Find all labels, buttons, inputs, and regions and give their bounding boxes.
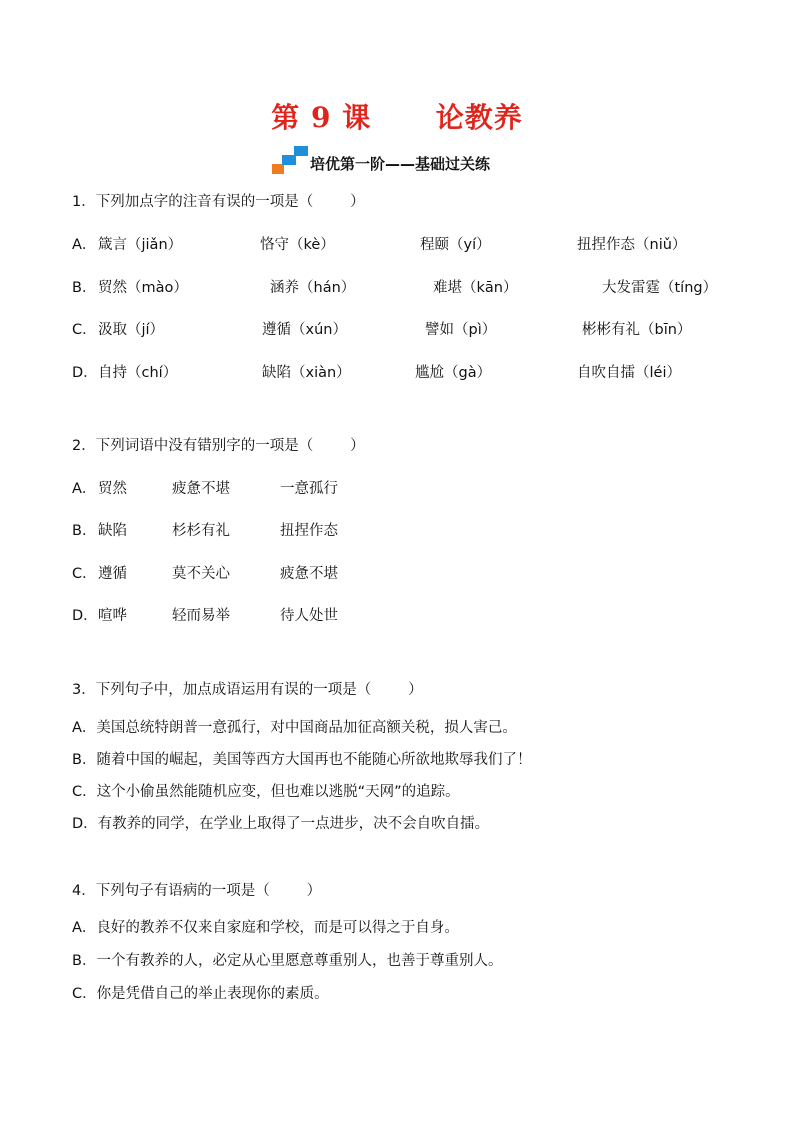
q2-a-item-2: 疲惫不堪 [172, 481, 230, 497]
q2-option-b-label: B． [72, 523, 97, 539]
q2-d-item-2: 轻而易举 [172, 608, 230, 624]
q2-d-item-1: 喧哗 [98, 608, 127, 624]
question-3-stem: 3．下列句子中，加点成语运用有误的一项是（ ） [72, 682, 423, 698]
q2-option-d-label: D． [72, 608, 98, 624]
q1-option-d-label: D． [72, 365, 98, 381]
q2-b-item-2: 杉杉有礼 [172, 523, 230, 539]
q2-c-item-3: 疲惫不堪 [280, 566, 338, 582]
q2-c-item-2: 莫不关心 [172, 566, 230, 582]
q3-option-b: B．随着中国的崛起，美国等西方大国再也不能随心所欲地欺辱我们了！ [72, 752, 532, 768]
q1-c-item-2: 遵循（xún） [262, 322, 347, 338]
q3-option-a: A．美国总统特朗普一意孤行，对中国商品加征高额关税，损人害己。 [72, 720, 517, 736]
lesson-title: 第 9 课 论教养 [271, 101, 523, 134]
q2-c-item-1: 遵循 [98, 566, 127, 582]
question-1-stem: 1．下列加点字的注音有误的一项是（ ） [72, 194, 365, 210]
q2-b-item-3: 扭捏作态 [280, 523, 338, 539]
q1-option-a-label: A． [72, 237, 97, 253]
q2-option-a-label: A． [72, 481, 97, 497]
q2-a-item-1: 贸然 [98, 481, 127, 497]
question-4-stem: 4．下列句子有语病的一项是（ ） [72, 883, 322, 899]
q1-a-item-2: 恪守（kè） [260, 237, 335, 253]
q4-option-b: B．一个有教养的人，必定从心里愿意尊重别人，也善于尊重别人。 [72, 953, 503, 969]
q3-option-d: D．有教养的同学，在学业上取得了一点进步，决不会自吹自擂。 [72, 816, 490, 832]
q3-option-c: C．这个小偷虽然能随机应变，但也难以逃脱“天网”的追踪。 [72, 784, 460, 800]
q1-option-b-label: B． [72, 280, 97, 296]
q1-b-item-2: 涵养（hán） [270, 280, 356, 296]
q4-option-a: A．良好的教养不仅来自家庭和学校，而是可以得之于自身。 [72, 920, 459, 936]
subtitle: 培优第一阶——基础过关练 [310, 155, 491, 173]
q1-b-item-1: 贸然（mào） [98, 280, 188, 296]
q1-d-item-4: 自吹自擂（léi） [577, 365, 681, 381]
q2-option-c-label: C． [72, 566, 97, 582]
q1-c-item-1: 汲取（jí） [98, 322, 165, 338]
q4-option-c: C．你是凭借自己的举止表现你的素质。 [72, 986, 329, 1002]
q1-b-item-3: 难堪（kān） [433, 280, 518, 296]
q2-d-item-3: 待人处世 [280, 608, 338, 624]
subtitle-block [272, 142, 490, 176]
stairs-icon [272, 146, 312, 176]
question-2-stem: 2．下列词语中没有错别字的一项是（ ） [72, 438, 365, 454]
q1-d-item-1: 自持（chí） [98, 365, 178, 381]
q1-c-item-4: 彬彬有礼（bīn） [582, 322, 692, 338]
q1-d-item-2: 缺陷（xiàn） [262, 365, 351, 381]
q1-a-item-4: 扭捏作态（niǔ） [577, 237, 687, 253]
q2-a-item-3: 一意孤行 [280, 481, 338, 497]
q1-a-item-1: 箴言（jiǎn） [98, 237, 183, 253]
q1-c-item-3: 譬如（pì） [425, 322, 497, 338]
q1-d-item-3: 尴尬（gà） [415, 365, 492, 381]
q1-option-c-label: C． [72, 322, 97, 338]
q1-a-item-3: 程颐（yí） [420, 237, 491, 253]
q1-b-item-4: 大发雷霆（tíng） [602, 280, 718, 296]
q2-b-item-1: 缺陷 [98, 523, 127, 539]
